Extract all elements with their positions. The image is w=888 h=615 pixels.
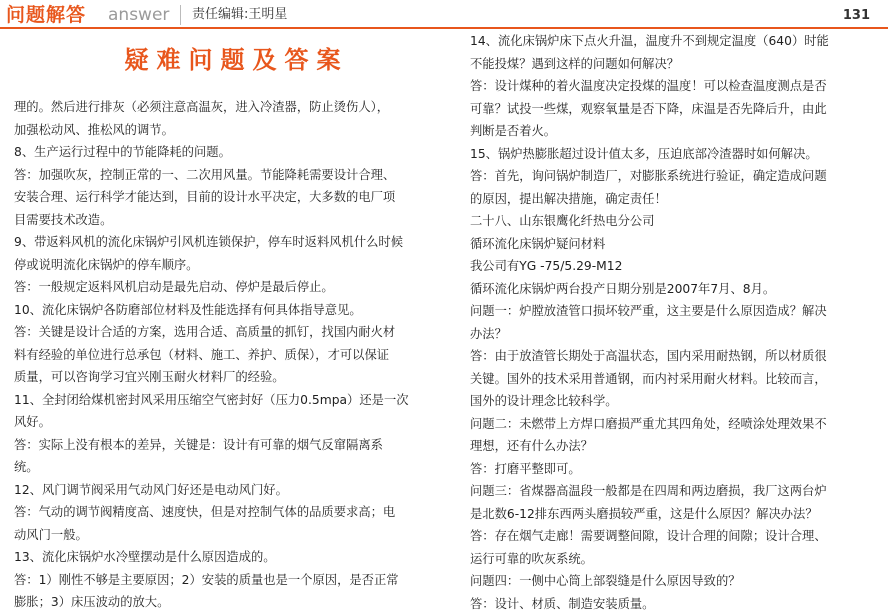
- text-line: 的原因，提出解决措施，确定责任！: [470, 188, 880, 211]
- left-column: [14, 96, 459, 614]
- text-line: 停或说明流化床锅炉的停车顺序。: [14, 254, 459, 277]
- text-line: 答：加强吹灰，控制正常的一、二次用风量。节能降耗需要设计合理、: [14, 164, 459, 187]
- text-line: 目需要技术改造。: [14, 209, 459, 232]
- editor-credit: 责任编辑:王明星: [192, 2, 287, 28]
- text-line: 膨胀；3）床压波动的放大。: [14, 591, 459, 614]
- text-line: 判断是否着火。: [470, 120, 880, 143]
- text-line: 答：存在烟气走廊！需要调整间隙，设计合理的间隙；设计合理、: [470, 525, 880, 548]
- text-line: 料有经验的单位进行总承包（材料、施工、养护、质保），才可以保证: [14, 344, 459, 367]
- text-line: 理的。然后进行排灰（必须注意高温灰，进入冷渣器，防止烫伤人），: [14, 96, 459, 119]
- text-line: 可靠？试投一些煤，观察氧量是否下降，床温是否先降后升，由此: [470, 98, 880, 121]
- text-line: 问题二：未燃带上方焊口磨损严重尤其四角处，经喷涂处理效果不: [470, 413, 880, 436]
- text-line: 答：关键是设计合适的方案，选用合适、高质量的抓钉，找国内耐火材: [14, 321, 459, 344]
- text-line: 是北数6-12排东西两头磨损较严重，这是什么原因？解决办法？: [470, 503, 880, 526]
- text-line: 8、生产运行过程中的节能降耗的问题。: [14, 141, 459, 164]
- text-line: 关键。国外的技术采用普通钢，而内衬采用耐火材料。比较而言，: [470, 368, 880, 391]
- text-line: 答：实际上没有根本的差异，关键是：设计有可靠的烟气反窜隔离系: [14, 434, 459, 457]
- text-line: 答：设计煤种的着火温度决定投煤的温度！可以检查温度测点是否: [470, 75, 880, 98]
- text-line: 13、流化床锅炉水冷壁摆动是什么原因造成的。: [14, 546, 459, 569]
- section-subtitle: answer: [108, 2, 169, 28]
- text-line: 问题四：一侧中心筒上部裂缝是什么原因导致的？: [470, 570, 880, 593]
- text-line: 循环流化床锅炉疑问材料: [470, 233, 880, 256]
- text-line: 问题三：省煤器高温段一般都是在四周和两边磨损，我厂这两台炉: [470, 480, 880, 503]
- text-line: 答：由于放渣管长期处于高温状态，国内采用耐热钢，所以材质很: [470, 345, 880, 368]
- text-line: 质量，可以咨询学习宜兴刚玉耐火材料厂的经验。: [14, 366, 459, 389]
- text-line: 动风门一般。: [14, 524, 459, 547]
- text-line: 我公司有YG -75/5.29-M12: [470, 255, 880, 278]
- text-line: 加强松动风、推松风的调节。: [14, 119, 459, 142]
- text-line: 办法？: [470, 323, 880, 346]
- text-line: 答：设计、材质、制造安装质量。: [470, 593, 880, 615]
- right-column: [470, 30, 880, 615]
- text-line: 国外的设计理念比较科学。: [470, 390, 880, 413]
- text-line: 11、全封闭给煤机密封风采用压缩空气密封好（压力0.5mpa）还是一次: [14, 389, 459, 412]
- text-line: 安装合理、运行科学才能达到，目前的设计水平决定，大多数的电厂项: [14, 186, 459, 209]
- text-line: 运行可靠的吹灰系统。: [470, 548, 880, 571]
- text-line: 风好。: [14, 411, 459, 434]
- text-line: 统。: [14, 456, 459, 479]
- text-line: 10、流化床锅炉各防磨部位材料及性能选择有何具体指导意见。: [14, 299, 459, 322]
- text-line: 12、风门调节阀采用气动风门好还是电动风门好。: [14, 479, 459, 502]
- header-rule: [0, 27, 888, 29]
- text-line: 二十八、山东银鹰化纤热电分公司: [470, 210, 880, 233]
- text-line: 理想，还有什么办法？: [470, 435, 880, 458]
- text-line: 答：打磨平整即可。: [470, 458, 880, 481]
- text-line: 15、锅炉热膨胀超过设计值太多，压迫底部冷渣器时如何解决。: [470, 143, 880, 166]
- page-number: 131: [843, 4, 870, 28]
- page-header: [0, 0, 888, 30]
- text-line: 不能投煤？遇到这样的问题如何解决？: [470, 53, 880, 76]
- article-title: 疑难问题及答案: [14, 44, 459, 76]
- text-line: 9、带返料风机的流化床锅炉引风机连锁保护，停车时返料风机什么时候: [14, 231, 459, 254]
- text-line: 答：首先，询问锅炉制造厂，对膨胀系统进行验证，确定造成问题: [470, 165, 880, 188]
- text-line: 答：1）刚性不够是主要原因；2）安装的质量也是一个原因，是否正常: [14, 569, 459, 592]
- section-logo: 问题解答: [6, 2, 86, 28]
- text-line: 循环流化床锅炉两台投产日期分别是2007年7月、8月。: [470, 278, 880, 301]
- text-line: 答：一般规定返料风机启动是最先启动、停炉是最后停止。: [14, 276, 459, 299]
- header-divider: [180, 5, 181, 25]
- text-line: 14、流化床锅炉床下点火升温，温度升不到规定温度（640）时能: [470, 30, 880, 53]
- text-line: 问题一：炉膛放渣管口损坏较严重，这主要是什么原因造成？解决: [470, 300, 880, 323]
- text-line: 答：气动的调节阀精度高、速度快，但是对控制气体的品质要求高；电: [14, 501, 459, 524]
